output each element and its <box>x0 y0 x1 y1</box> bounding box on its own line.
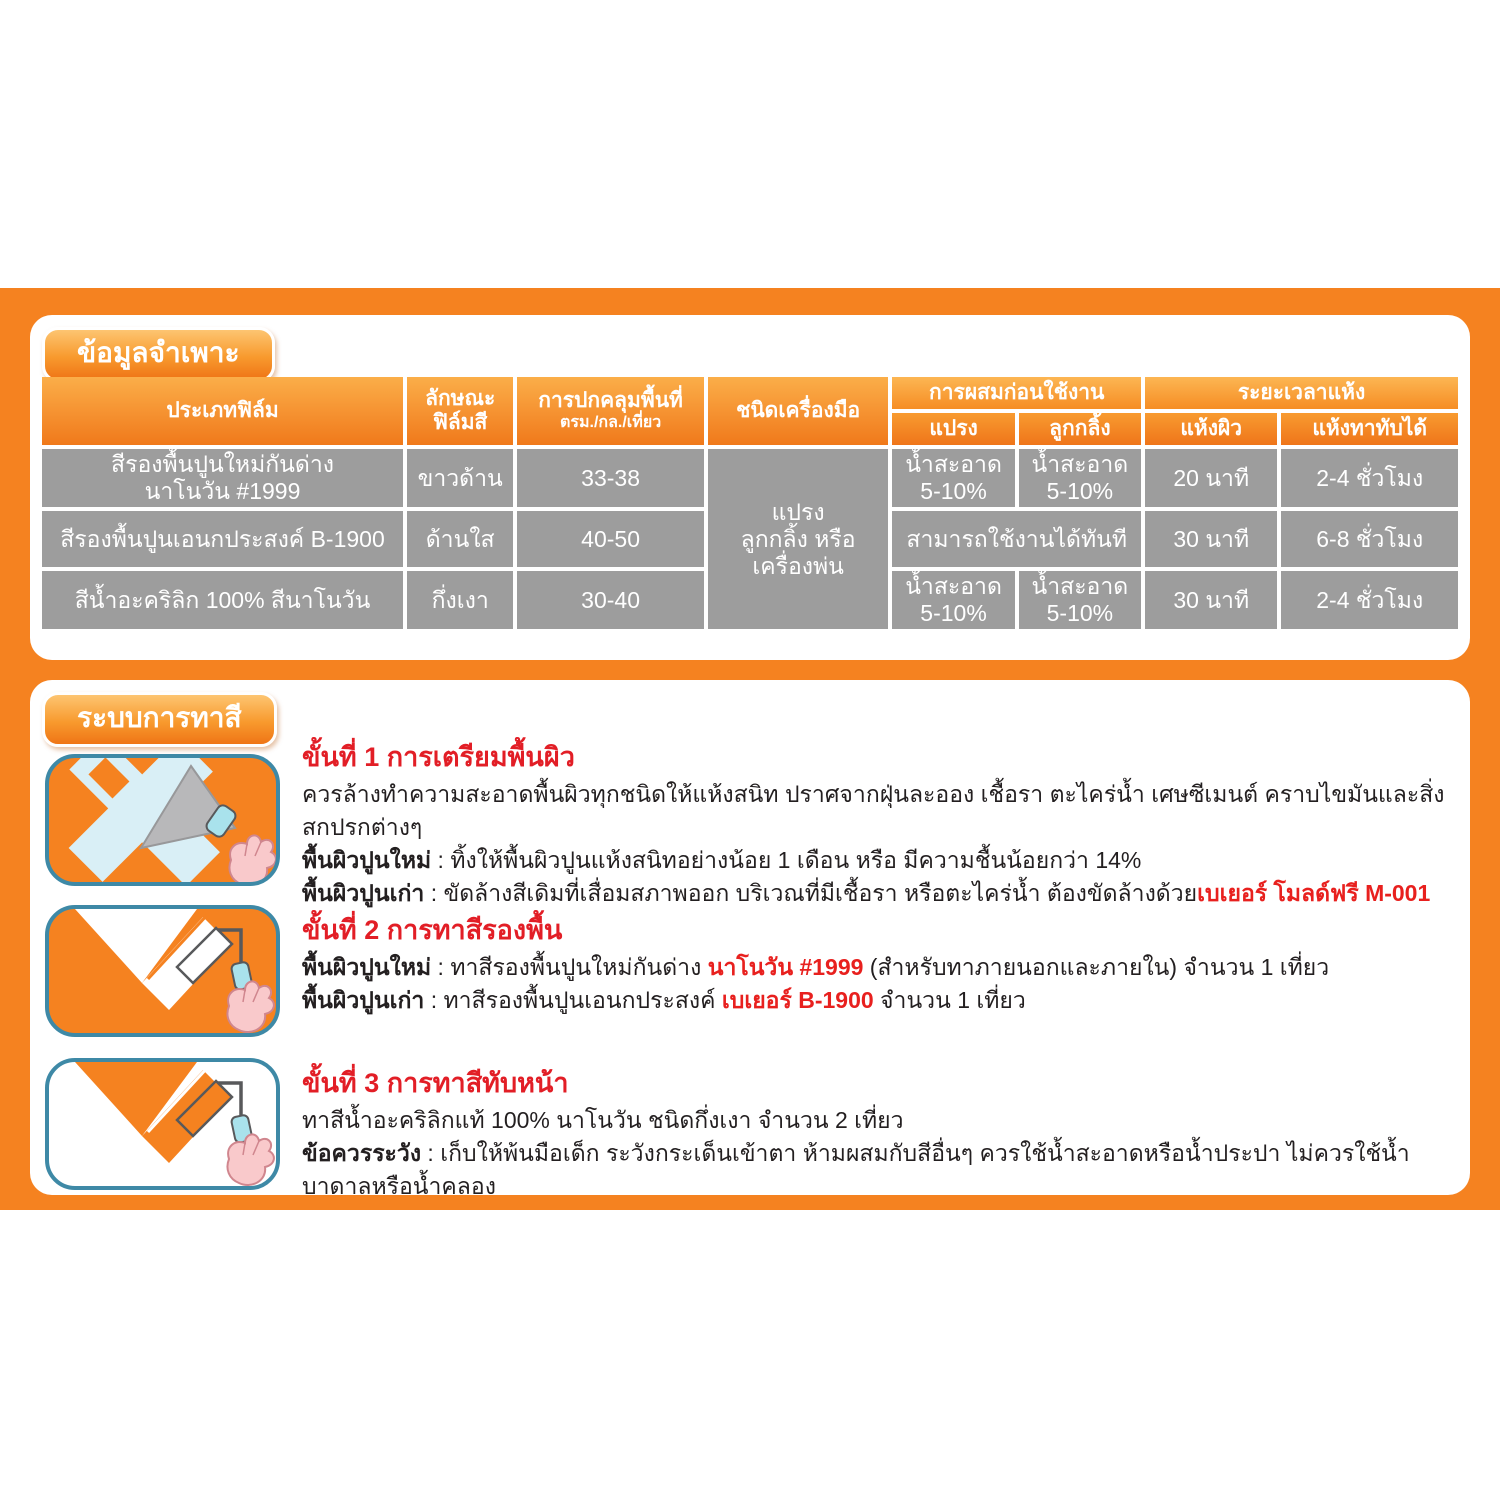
step-1 <box>45 740 1462 910</box>
col-header-film-type-label: ประเภทฟิล์ม <box>166 398 279 422</box>
cell-dry-surface-3: 30 นาที <box>1145 571 1277 629</box>
paint-roller-primer-icon <box>45 905 280 1037</box>
col-group-drying: ระยะเวลาแห้ง <box>1145 377 1458 409</box>
col-group-mixing: การผสมก่อนใช้งาน <box>892 377 1141 409</box>
cell-mix-roller-3: น้ำสะอาด 5-10% <box>1019 571 1141 629</box>
step-3-title: ขั้นที่ 3 การทาสีทับหน้า <box>302 1068 569 1098</box>
cell-mix-brush-3: น้ำสะอาด 5-10% <box>892 571 1014 629</box>
cell-dry-recoat-3: 2-4 ชั่วโมง <box>1281 571 1458 629</box>
cell-film-type-1: สีรองพื้นปูนใหม่กันด่าง นาโนวัน #1999 <box>42 449 403 507</box>
cell-coverage-3: 30-40 <box>517 571 704 629</box>
step-3-text <box>302 1066 1462 1203</box>
step-2-text <box>302 913 1462 1037</box>
col-header-film-finish: ลักษณะ ฟิล์มสี <box>407 377 513 445</box>
step-3-instruction: ทาสีน้ำอะคริลิกแท้ 100% นาโนวัน ชนิดกึ่งเงา จำนวน 2 เที่ยว <box>302 1107 904 1133</box>
painting-system-badge-label: ระบบการทาสี <box>77 702 242 733</box>
step-1-intro: ควรล้างทำความสะอาดพื้นผิวทุกชนิดให้แห้งสนิท ปราศจากฝุ่นละออง เชื้อรา ตะไคร่น้ำ เศษซีเมนต์ คราบไขมันและสิ่งสกปรกต่างๆ <box>302 781 1445 840</box>
cell-finish-3: กึ่งเงา <box>407 571 513 629</box>
paint-roller-topcoat-icon <box>45 1058 280 1190</box>
cell-finish-2: ด้านใส <box>407 511 513 567</box>
product-name-highlight: เบเยอร์ B-1900 <box>721 987 874 1013</box>
coverage-unit-label: ตรม./กล./เที่ยว <box>560 414 662 432</box>
putty-knife-scraper-icon <box>45 754 280 886</box>
step-1-title: ขั้นที่ 1 การเตรียมพื้นผิว <box>302 742 575 772</box>
cell-mix-roller-1: น้ำสะอาด 5-10% <box>1019 449 1141 507</box>
col-header-roller: ลูกกลิ้ง <box>1019 413 1141 445</box>
cell-coverage-1: 33-38 <box>517 449 704 507</box>
step-3-caution-line: ข้อควรระวัง : เก็บให้พ้นมือเด็ก ระวังกระเด็นเข้าตา ห้ามผสมกับสีอื่นๆ ควรใช้น้ำสะอาดหรือน้ำประปา ไม่ควรใช้น้ำบาดาลหรือน้ำคลอง <box>302 1140 1410 1199</box>
step-2-old-surface-line: พื้นผิวปูนเก่า : ทาสีรองพื้นปูนเอนกประสงค์ เบเยอร์ B-1900 จำนวน 1 เที่ยว <box>302 987 1026 1013</box>
cell-film-type-2: สีรองพื้นปูนเอนกประสงค์ B-1900 <box>42 511 403 567</box>
cell-film-type-3: สีน้ำอะคริลิก 100% สีนาโนวัน <box>42 571 403 629</box>
cell-mix-brush-1: น้ำสะอาด 5-10% <box>892 449 1014 507</box>
step-3 <box>45 1058 1462 1203</box>
step-1-new-surface-line: พื้นผิวปูนใหม่ : ทิ้งให้พื้นผิวปูนแห้งสนิทอย่างน้อย 1 เดือน หรือ มีความชื้นน้อยกว่า 14% <box>302 847 1142 873</box>
cell-dry-recoat-2: 6-8 ชั่วโมง <box>1281 511 1458 567</box>
cell-dry-surface-2: 30 นาที <box>1145 511 1277 567</box>
step-2-title: ขั้นที่ 2 การทาสีรองพื้น <box>302 915 563 945</box>
painting-system-badge <box>42 692 277 747</box>
col-header-tool: ชนิดเครื่องมือ <box>708 377 889 445</box>
step-2-new-surface-line: พื้นผิวปูนใหม่ : ทาสีรองพื้นปูนใหม่กันด่าง นาโนวัน #1999 (สำหรับทาภายนอกและภายใน) จำนวน 1 เที่ยว <box>302 954 1330 980</box>
step-2 <box>45 905 1462 1037</box>
product-name-highlight: นาโนวัน #1999 <box>707 954 864 980</box>
col-header-brush: แปรง <box>892 413 1014 445</box>
col-header-dry-surface: แห้งผิว <box>1145 413 1277 445</box>
cell-mix-merged-2: สามารถใช้งานได้ทันที <box>892 511 1141 567</box>
col-header-coverage: การปกคลุมพื้นที่ ตรม./กล./เที่ยว <box>517 377 704 445</box>
col-header-film-type <box>42 377 403 445</box>
specifications-panel <box>30 315 1470 660</box>
product-name-highlight: เบเยอร์ โมลด์ฟรี M-001 <box>1197 880 1431 906</box>
step-1-old-surface-line: พื้นผิวปูนเก่า : ขัดล้างสีเดิมที่เสื่อมสภาพออก บริเวณที่มีเชื้อรา หรือตะไคร่น้ำ ต้องขัดล้างด้วยเบเยอร์ โมลด์ฟรี M-001 <box>302 880 1431 906</box>
cell-coverage-2: 40-50 <box>517 511 704 567</box>
painting-system-panel <box>30 680 1470 1199</box>
cell-dry-surface-1: 20 นาที <box>1145 449 1277 507</box>
col-header-dry-recoat: แห้งทาทับได้ <box>1281 413 1458 445</box>
cell-dry-recoat-1: 2-4 ชั่วโมง <box>1281 449 1458 507</box>
specifications-table <box>38 373 1462 633</box>
step-1-text <box>302 740 1462 910</box>
cell-tool: แปรง ลูกกลิ้ง หรือ เครื่องพ่น <box>708 449 889 629</box>
table-row <box>42 449 1458 507</box>
cell-finish-1: ขาวด้าน <box>407 449 513 507</box>
specifications-badge-label: ข้อมูลจำเพาะ <box>77 337 240 368</box>
